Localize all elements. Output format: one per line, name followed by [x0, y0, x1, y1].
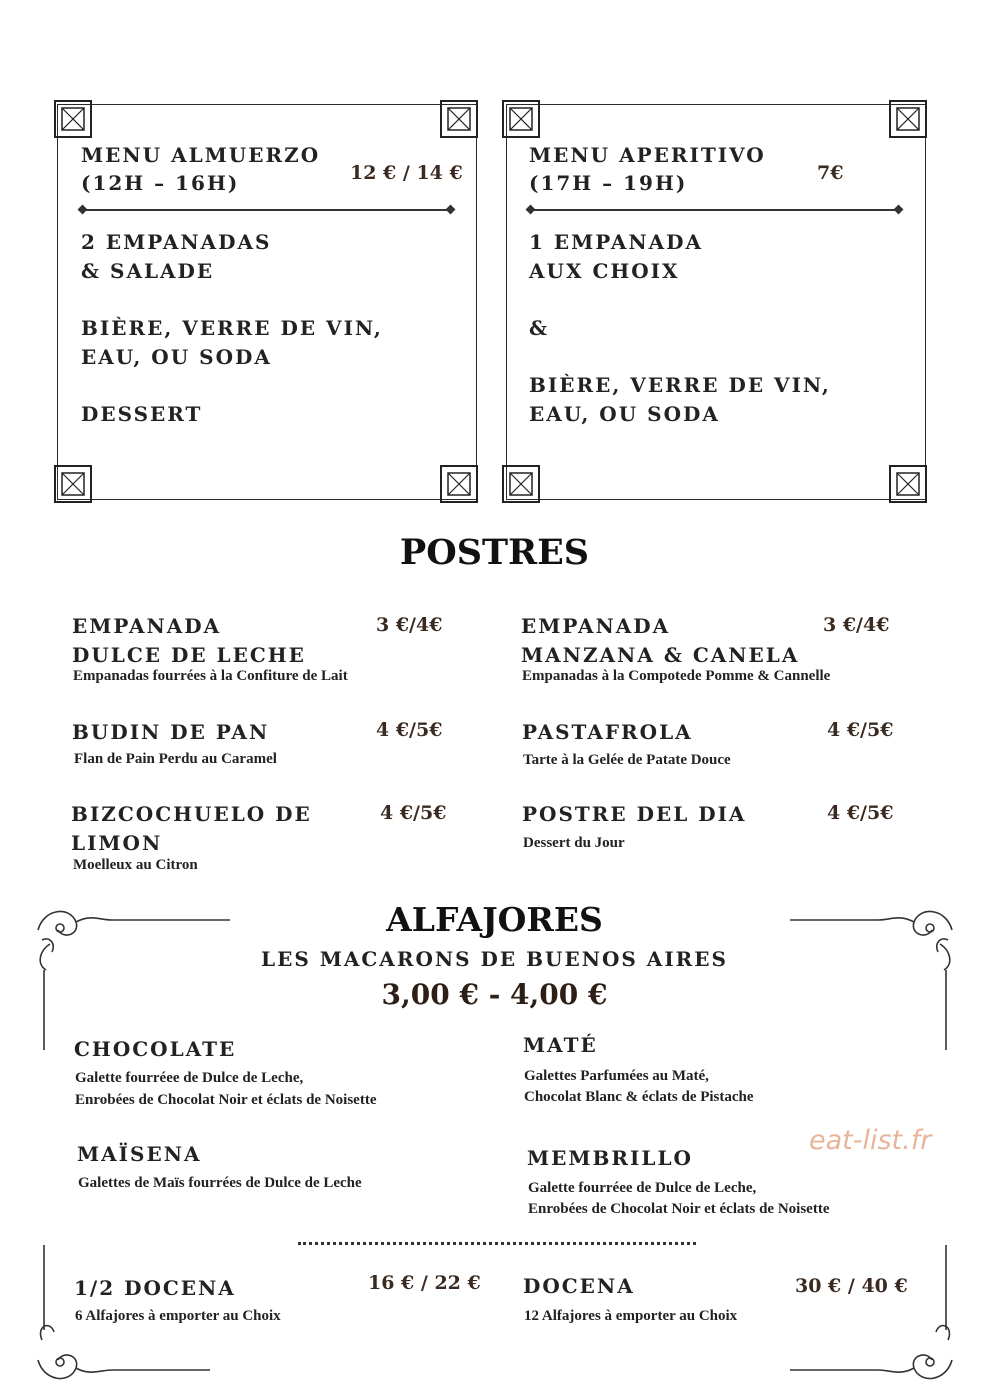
menu-line: & — [529, 316, 550, 340]
menu-title: MENU ALMUERZO — [81, 143, 321, 167]
dozen-name: 1/2 DOCENA — [74, 1276, 236, 1300]
dozen-desc: 6 Alfajores à emporter au Choix — [75, 1308, 281, 1324]
dessert-price: 4 €/5€ — [827, 802, 894, 824]
alfajor-name: CHOCOLATE — [74, 1037, 237, 1061]
divider — [84, 209, 450, 211]
dessert-price: 3 €/4€ — [823, 614, 890, 636]
menu-title: MENU APERITIVO — [529, 143, 766, 167]
alfajores-heading: ALFAJORES — [386, 900, 603, 939]
menu-line: EAU, OU SODA — [81, 345, 272, 369]
ornament-corner-icon — [439, 99, 479, 139]
menu-line: 2 EMPANADAS — [81, 230, 272, 254]
menu-line: 1 EMPANADA — [529, 230, 704, 254]
dessert-price: 3 €/4€ — [376, 614, 443, 636]
dessert-name: DULCE DE LECHE — [72, 643, 306, 667]
ornament-corner-icon — [439, 464, 479, 504]
alfajores-subheading: LES MACARONS DE BUENOS AIRES — [261, 947, 728, 971]
dessert-price: 4 €/5€ — [380, 802, 447, 824]
dessert-name: POSTRE DEL DIA — [522, 802, 747, 826]
postres-heading: POSTRES — [399, 532, 590, 573]
menu-line: BIÈRE, VERRE DE VIN, — [81, 316, 383, 340]
dozen-price: 16 € / 22 € — [368, 1272, 481, 1294]
dessert-price: 4 €/5€ — [827, 719, 894, 741]
menu-hours: (17H – 19H) — [529, 171, 688, 195]
dessert-price: 4 €/5€ — [376, 719, 443, 741]
dessert-desc: Tarte à la Gelée de Patate Douce — [523, 752, 731, 768]
menu-line: & SALADE — [81, 259, 215, 283]
alfajor-desc: Galette fourréee de Dulce de Leche, — [75, 1070, 304, 1086]
menu-line: EAU, OU SODA — [529, 402, 720, 426]
dozen-desc: 12 Alfajores à emporter au Choix — [524, 1308, 738, 1324]
ornament-corner-icon — [501, 99, 541, 139]
alfajor-name: MAÏSENA — [77, 1142, 202, 1166]
divider — [532, 209, 898, 211]
dessert-name: PASTAFROLA — [522, 720, 693, 744]
dessert-name: EMPANADA — [72, 614, 222, 638]
alfajor-desc: Galettes de Maïs fourrées de Dulce de Leche — [78, 1175, 362, 1191]
menu-price: 7€ — [817, 162, 844, 184]
ornament-corner-icon — [501, 464, 541, 504]
menu-hours: (12H – 16H) — [81, 171, 240, 195]
menu-line: BIÈRE, VERRE DE VIN, — [529, 373, 831, 397]
dessert-name: EMPANADA — [521, 614, 671, 638]
dotted-divider — [298, 1242, 696, 1245]
alfajor-desc: Galette fourréee de Dulce de Leche, — [528, 1180, 757, 1196]
alfajor-name: MEMBRILLO — [527, 1146, 693, 1170]
alfajor-desc: Galettes Parfumées au Maté, — [524, 1068, 709, 1084]
dozen-name: DOCENA — [523, 1274, 635, 1298]
ornament-corner-icon — [53, 99, 93, 139]
menu-line: DESSERT — [81, 402, 203, 426]
dozen-price: 30 € / 40 € — [795, 1275, 908, 1297]
ornament-corner-icon — [888, 99, 928, 139]
alfajor-desc: Enrobées de Chocolat Noir et éclats de Noisette — [75, 1092, 377, 1108]
alfajor-desc: Enrobées de Chocolat Noir et éclats de Noisette — [528, 1201, 830, 1217]
dessert-name: MANZANA & CANELA — [521, 643, 800, 667]
alfajor-desc: Chocolat Blanc & éclats de Pistache — [524, 1089, 754, 1105]
menu-line: AUX CHOIX — [529, 259, 680, 283]
dessert-desc: Flan de Pain Perdu au Caramel — [74, 751, 277, 767]
menu-price: 12 € / 14 € — [350, 162, 463, 184]
ornament-corner-icon — [888, 464, 928, 504]
watermark: eat-list.fr — [809, 1125, 932, 1156]
alfajores-price: 3,00 € - 4,00 € — [381, 978, 608, 1011]
dessert-desc: Dessert du Jour — [523, 835, 625, 851]
dessert-desc: Empanadas à la Compotede Pomme & Cannelle — [522, 668, 831, 684]
dessert-name: BUDIN DE PAN — [72, 720, 270, 744]
dessert-desc: Empanadas fourrées à la Confiture de Lait — [73, 668, 348, 684]
alfajor-name: MATÉ — [523, 1033, 598, 1057]
ornament-corner-icon — [53, 464, 93, 504]
dessert-name: BIZCOCHUELO DE — [71, 802, 312, 826]
dessert-name: LIMON — [71, 831, 163, 855]
dessert-desc: Moelleux au Citron — [73, 857, 198, 873]
